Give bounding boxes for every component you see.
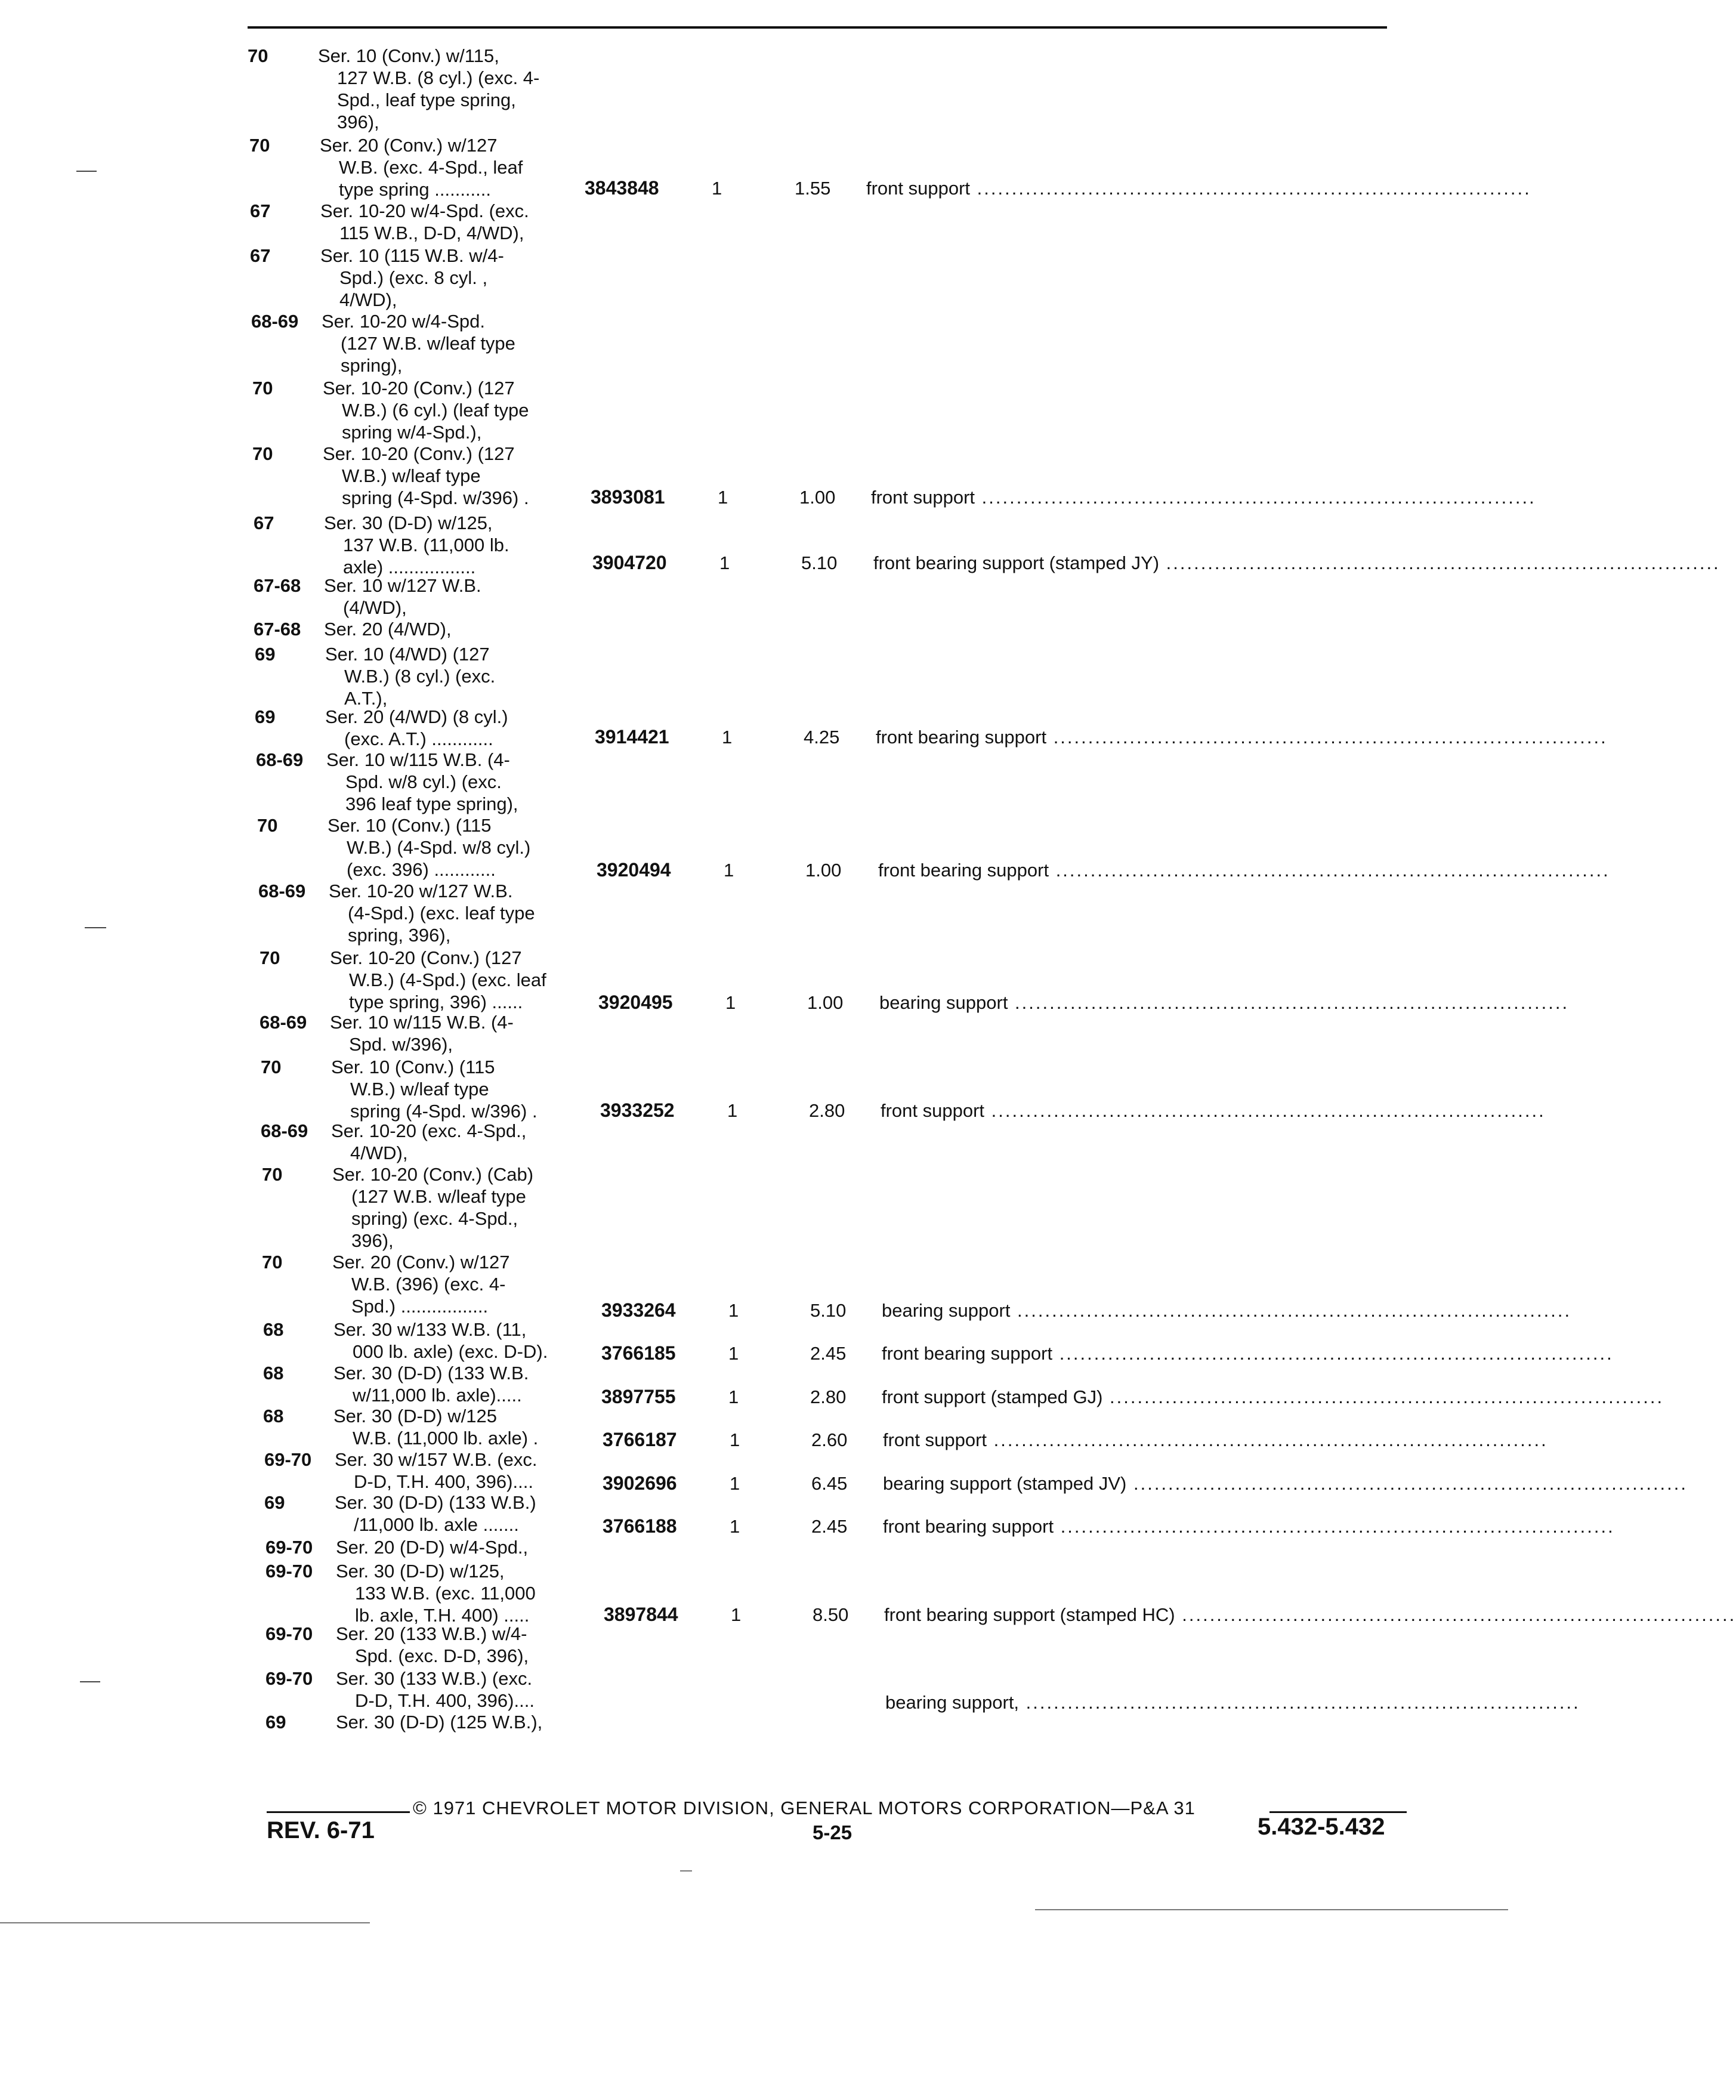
quantity: 1 (731, 1604, 742, 1625)
leader-dots: ................................................................................ (987, 1429, 1548, 1450)
description-line: Ser. 20 (D-D) w/4-Spd., (336, 1537, 529, 1558)
application-description (329, 880, 591, 946)
description-line: (exc. A.T.) ............ (344, 728, 493, 749)
description-line: Ser. 30 (D-D) (133 W.B.) (335, 1492, 536, 1513)
list-price: 5.10 (810, 1300, 847, 1321)
part-number: 3897755 (601, 1386, 676, 1407)
leader-dots: ................................................................................ (1052, 1343, 1614, 1364)
model-year: 68-69 (258, 881, 306, 901)
application-description (332, 1251, 595, 1317)
description-line: (127 W.B. w/leaf type (351, 1186, 526, 1207)
application-description (330, 1011, 592, 1055)
application-description (323, 443, 585, 509)
part-number: 3766188 (603, 1515, 677, 1537)
application-description (322, 310, 584, 376)
description-line: (exc. 396) ............ (347, 859, 496, 880)
description-line: Spd.) ................. (351, 1296, 489, 1317)
leader-dots: ................................................................................ (1102, 1386, 1664, 1407)
application-description (333, 1362, 596, 1406)
part-name-text: bearing support (879, 992, 1008, 1013)
list-price: 1.00 (807, 992, 844, 1013)
description-line: Ser. 10-20 (Conv.) (127 (323, 443, 515, 464)
model-year: 69 (255, 644, 276, 665)
list-price: 2.60 (811, 1429, 848, 1450)
part-name (883, 1472, 1688, 1494)
description-line: Ser. 30 (D-D) w/125 (333, 1406, 497, 1426)
description-line: 115 W.B., D-D, 4/WD), (339, 223, 524, 243)
part-number: 3920495 (598, 992, 673, 1013)
part-name (883, 1515, 1615, 1537)
description-line: Ser. 20 (133 W.B.) w/4- (336, 1623, 527, 1644)
description-line: Ser. 10-20 (exc. 4-Spd., (331, 1120, 527, 1141)
part-name (878, 859, 1610, 881)
description-line: Ser. 20 (Conv.) w/127 (332, 1252, 510, 1273)
application-description (336, 1667, 598, 1712)
leader-dots: ................................................................................ (984, 1100, 1546, 1121)
model-year: 70 (252, 443, 273, 464)
application-description (333, 1318, 596, 1363)
description-line: Ser. 30 (133 W.B.) (exc. (336, 1668, 533, 1689)
list-price: 1.00 (805, 860, 842, 881)
description-line: Ser. 10 (Conv.) w/115, (318, 45, 499, 66)
description-line: 396), (351, 1230, 394, 1251)
application-description (328, 814, 590, 881)
part-number: 3897844 (604, 1604, 678, 1625)
description-line: A.T.), (344, 688, 388, 709)
description-line: Ser. 30 w/157 W.B. (exc. (335, 1449, 538, 1470)
footer-rule-left (267, 1811, 410, 1813)
model-year: 68-69 (256, 749, 304, 770)
model-year: 69 (264, 1492, 285, 1513)
application-description (320, 134, 582, 200)
description-line: Ser. 10-20 w/127 W.B. (329, 881, 513, 901)
application-description (326, 749, 589, 815)
model-year: 68 (263, 1319, 284, 1340)
part-number: 3766185 (601, 1342, 676, 1364)
quantity: 1 (712, 178, 722, 199)
quantity: 1 (730, 1473, 740, 1494)
leader-dots: ................................................................................ (1159, 552, 1720, 573)
model-year: 70 (248, 45, 268, 66)
description-line: Ser. 30 (D-D) (133 W.B. (333, 1363, 529, 1383)
description-line: lb. axle, T.H. 400) ..... (355, 1605, 530, 1626)
model-year: 68 (263, 1363, 284, 1383)
part-name (866, 177, 1531, 199)
quantity: 1 (724, 860, 734, 881)
part-name (876, 726, 1608, 748)
description-line: (4/WD), (343, 597, 407, 618)
description-line: spring, 396), (348, 925, 451, 946)
model-year: 68-69 (261, 1120, 308, 1141)
leader-dots: ................................................................................ (1175, 1604, 1736, 1625)
part-name-text: bearing support, (885, 1692, 1020, 1713)
quantity: 1 (718, 487, 728, 508)
part-number: 3914421 (595, 726, 669, 748)
quantity: 1 (728, 1343, 739, 1364)
part-number: 3920494 (597, 859, 671, 881)
part-number: 3843848 (585, 177, 659, 199)
part-number: 3893081 (591, 486, 665, 508)
model-year: 69-70 (265, 1623, 313, 1644)
list-price: 1.00 (799, 487, 836, 508)
description-line: Ser. 10-20 (Conv.) (Cab) (332, 1164, 534, 1185)
application-description (335, 1449, 597, 1493)
description-line: Ser. 30 (D-D) w/125, (336, 1561, 505, 1582)
description-line: spring (4-Spd. w/396) . (350, 1101, 538, 1122)
model-year: 69 (265, 1712, 286, 1732)
quantity: 1 (727, 1100, 738, 1121)
description-line: Ser. 10-20 w/4-Spd. (322, 311, 485, 332)
description-line: 000 lb. axle) (exc. D-D). (353, 1341, 548, 1362)
application-description (336, 1560, 598, 1626)
scan-line (0, 1922, 370, 1923)
quantity: 1 (725, 992, 736, 1013)
part-name-text: front support (871, 487, 975, 508)
margin-mark (80, 1681, 100, 1682)
model-year: 69-70 (264, 1449, 312, 1470)
quantity: 1 (728, 1386, 739, 1407)
list-price: 2.80 (810, 1386, 847, 1407)
description-line: 4/WD), (339, 289, 397, 310)
scan-mark (680, 1870, 692, 1872)
model-year: 68-69 (260, 1012, 307, 1033)
description-line: Ser. 10-20 (Conv.) (127 (330, 947, 522, 968)
part-name (879, 992, 1570, 1014)
description-line: Ser. 20 (4/WD) (8 cyl.) (325, 706, 508, 727)
part-name-text: front support (866, 178, 971, 199)
leader-dots: ................................................................................ (1019, 1692, 1580, 1713)
model-year: 70 (261, 1057, 282, 1077)
description-line: Spd.) (exc. 8 cyl. , (339, 267, 488, 288)
part-name-text: bearing support (882, 1300, 1011, 1321)
description-line: (4-Spd.) (exc. leaf type (348, 903, 535, 924)
description-line: type spring, 396) ...... (349, 992, 523, 1012)
application-description (332, 1163, 595, 1252)
part-name (884, 1604, 1736, 1626)
part-number: 3933252 (600, 1100, 675, 1121)
quantity: 1 (730, 1516, 740, 1537)
description-line: W.B.) w/leaf type (350, 1079, 489, 1100)
part-name (871, 486, 1536, 508)
application-description (331, 1056, 594, 1122)
part-name-text: front bearing support (882, 1343, 1053, 1364)
list-price: 6.45 (811, 1473, 848, 1494)
description-line: W.B.) (8 cyl.) (exc. (344, 666, 496, 687)
model-year: 69 (255, 706, 276, 727)
description-line: 133 W.B. (exc. 11,000 (355, 1583, 536, 1604)
application-description (335, 1491, 597, 1536)
part-name (882, 1299, 1572, 1321)
list-price: 8.50 (813, 1604, 849, 1625)
description-line: Spd. w/8 cyl.) (exc. (345, 771, 502, 792)
application-description (325, 706, 588, 750)
description-line: Ser. 10 (Conv.) (115 (328, 815, 492, 836)
description-line: Ser. 20 (4/WD), (324, 619, 452, 640)
model-year: 70 (257, 815, 278, 836)
description-line: D-D, T.H. 400, 396).... (354, 1471, 533, 1492)
description-line: type spring ........... (339, 179, 491, 200)
margin-mark (85, 927, 106, 928)
application-description (325, 643, 588, 709)
part-name-text: front bearing support (878, 860, 1049, 881)
description-line: Spd. w/396), (349, 1034, 453, 1055)
part-name-text: front support (881, 1100, 985, 1121)
description-line: Ser. 10-20 (Conv.) (127 (323, 378, 515, 399)
description-line: Ser. 10-20 w/4-Spd. (exc. (320, 200, 529, 221)
list-price: 2.80 (809, 1100, 845, 1121)
part-number: 3902696 (603, 1472, 677, 1494)
top-rule (248, 26, 1387, 29)
description-line: /11,000 lb. axle ....... (354, 1514, 519, 1535)
application-description (318, 45, 580, 133)
list-price: 1.55 (795, 178, 831, 199)
description-line: Spd., leaf type spring, (337, 89, 516, 110)
description-line: Ser. 10 (4/WD) (127 (325, 644, 490, 665)
description-line: Ser. 10 (115 W.B. w/4- (320, 245, 504, 266)
model-year: 70 (249, 135, 270, 156)
application-description (324, 512, 586, 578)
footer-rule-right (1269, 1811, 1407, 1813)
application-description (320, 200, 583, 244)
model-year: 69-70 (265, 1561, 313, 1582)
description-line: 137 W.B. (11,000 lb. (343, 535, 509, 555)
application-description (336, 1711, 598, 1733)
description-line: spring) (exc. 4-Spd., (351, 1208, 518, 1229)
description-line: W.B. (exc. 4-Spd., leaf (339, 157, 523, 178)
description-line: W.B. (11,000 lb. axle) . (353, 1428, 539, 1449)
model-year: 68-69 (251, 311, 299, 332)
model-year: 70 (260, 947, 280, 968)
description-line: spring (4-Spd. w/396) . (342, 487, 529, 508)
part-number: 3766187 (603, 1429, 677, 1450)
description-line: Ser. 10 w/115 W.B. (4- (330, 1012, 514, 1033)
leader-dots: ................................................................................ (1126, 1473, 1688, 1494)
part-name (873, 552, 1720, 574)
leader-dots: ................................................................................ (1049, 860, 1610, 881)
description-line: Ser. 10 w/127 W.B. (324, 575, 481, 596)
list-price: 2.45 (810, 1343, 847, 1364)
model-year: 70 (262, 1252, 283, 1273)
margin-mark (76, 171, 97, 172)
description-line: W.B.) (4-Spd.) (exc. leaf (349, 969, 546, 990)
quantity: 1 (722, 727, 733, 748)
description-line: Ser. 30 (D-D) (125 W.B.), (336, 1712, 543, 1732)
model-year: 67 (250, 245, 271, 266)
model-year: 69-70 (265, 1668, 313, 1689)
description-line: W.B.) (4-Spd. w/8 cyl.) (347, 837, 531, 858)
copyright-line: © 1971 CHEVROLET MOTOR DIVISION, GENERAL MOTORS CORPORATION—P&A 31 (413, 1798, 1196, 1818)
model-year: 68 (263, 1406, 284, 1426)
list-price: 4.25 (804, 727, 840, 748)
part-name-text: front bearing support (883, 1516, 1054, 1537)
model-year: 70 (262, 1164, 283, 1185)
description-line: W.B. (396) (exc. 4- (351, 1274, 506, 1295)
application-description (330, 947, 592, 1013)
application-description (336, 1623, 598, 1667)
leader-dots: ................................................................................ (1046, 727, 1608, 748)
part-name (885, 1691, 1580, 1713)
part-name (883, 1429, 1548, 1451)
part-name-text: front bearing support (stamped JY) (873, 552, 1160, 573)
list-price: 5.10 (801, 552, 838, 573)
description-line: W.B.) w/leaf type (342, 465, 481, 486)
description-line: Ser. 20 (Conv.) w/127 (320, 135, 498, 156)
leader-dots: ................................................................................ (975, 487, 1536, 508)
description-line: 396), (337, 112, 379, 132)
application-description (323, 377, 585, 443)
part-name (882, 1342, 1614, 1364)
part-name-text: front support (stamped GJ) (882, 1386, 1103, 1407)
model-year: 67-68 (254, 575, 301, 596)
quantity: 1 (728, 1300, 739, 1321)
part-name-text: front bearing support (876, 727, 1047, 748)
description-line: spring), (341, 355, 403, 376)
model-year: 67-68 (254, 619, 301, 640)
description-line: Ser. 30 (D-D) w/125, (324, 512, 493, 533)
description-line: spring w/4-Spd.), (342, 422, 482, 443)
page-number: 5-25 (813, 1821, 852, 1843)
leader-dots: ................................................................................ (1008, 992, 1570, 1013)
section-number: 5.432-5.432 (1258, 1814, 1385, 1840)
quantity: 1 (730, 1429, 740, 1450)
part-name (881, 1100, 1546, 1122)
description-line: Spd. (exc. D-D, 396), (355, 1645, 529, 1666)
model-year: 69-70 (265, 1537, 313, 1558)
description-line: w/11,000 lb. axle)..... (353, 1385, 522, 1406)
description-line: Ser. 30 w/133 W.B. (11, (333, 1319, 527, 1340)
quantity: 1 (719, 552, 730, 573)
description-line: W.B.) (6 cyl.) (leaf type (342, 400, 529, 421)
description-line: 396 leaf type spring), (345, 793, 518, 814)
part-number: 3933264 (601, 1299, 676, 1321)
list-price: 2.45 (811, 1516, 848, 1537)
description-line: Ser. 10 (Conv.) (115 (331, 1057, 495, 1077)
part-name-text: front bearing support (stamped HC) (884, 1604, 1175, 1625)
application-description (320, 245, 583, 311)
part-name-text: front support (883, 1429, 987, 1450)
application-description (331, 1120, 594, 1164)
model-year: 67 (254, 512, 274, 533)
part-name (882, 1386, 1664, 1408)
leader-dots: ................................................................................ (1054, 1516, 1615, 1537)
part-name-text: bearing support (stamped JV) (883, 1473, 1127, 1494)
application-description (336, 1536, 598, 1558)
description-line: axle) ................. (343, 557, 476, 578)
scan-line (1035, 1909, 1508, 1910)
leader-dots: ................................................................................ (1010, 1300, 1572, 1321)
description-line: (127 W.B. w/leaf type (341, 333, 515, 354)
leader-dots: ................................................................................ (970, 178, 1531, 199)
part-number: 3904720 (592, 552, 667, 573)
description-line: 127 W.B. (8 cyl.) (exc. 4- (337, 67, 540, 88)
description-line: Ser. 10 w/115 W.B. (4- (326, 749, 510, 770)
model-year: 67 (250, 200, 271, 221)
description-line: D-D, T.H. 400, 396).... (355, 1690, 535, 1711)
model-year: 70 (252, 378, 273, 399)
application-description (324, 575, 586, 619)
description-line: 4/WD), (350, 1142, 408, 1163)
application-description (333, 1405, 596, 1449)
revision-date: REV. 6-71 (267, 1817, 375, 1843)
application-description (324, 618, 586, 640)
